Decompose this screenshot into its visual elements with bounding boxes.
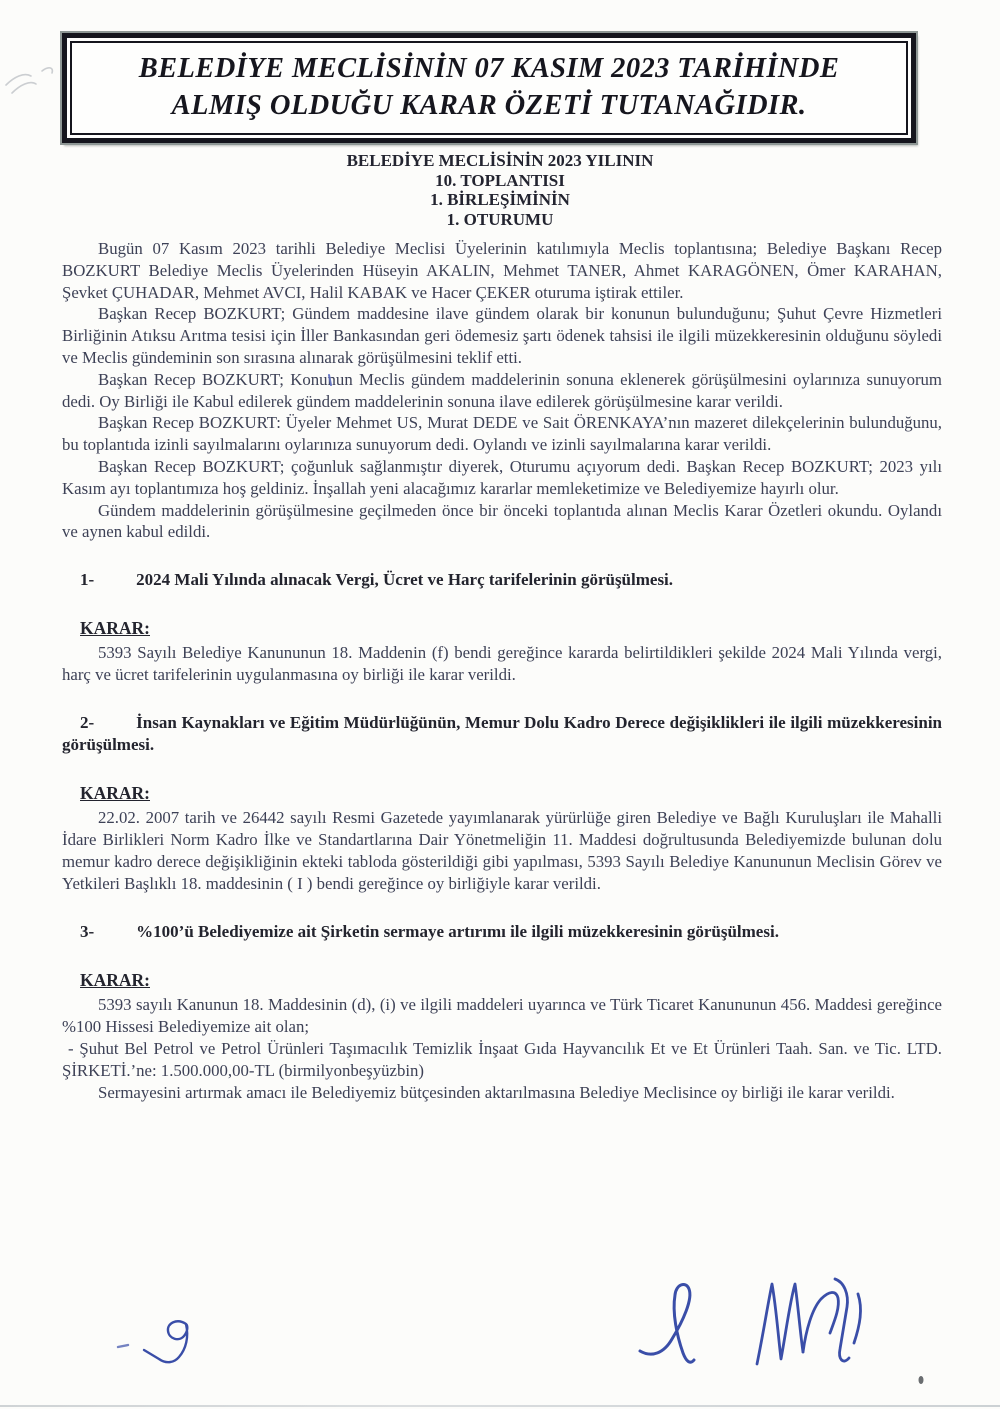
- document-title-line-2: ALMIŞ OLDUĞU KARAR ÖZETİ TUTANAĞIDIR.: [171, 90, 807, 122]
- agenda-item-number: 2-: [80, 713, 95, 733]
- decision-paragraph: 5393 sayılı Kanunun 18. Maddesinin (d), (i) ve ilgili maddeleri uyarınca ve Türk Ticaret Kanununun 456. Maddesi gereğince %100 Hissesi Belediyemize ait olan;: [62, 995, 942, 1037]
- decision-heading: KARAR:: [80, 783, 150, 804]
- title-box-inner: [70, 41, 908, 135]
- agenda-item-title-text: 2024 Mali Yılında alınacak Vergi, Ücret ve Harç tarifelerinin görüşülmesi.: [136, 570, 674, 590]
- decision-paragraph: 22.02. 2007 tarih ve 26442 sayılı Resmi Gazetede yayımlanarak yürürlüğe giren Belediye ve Bağlı Kuruluşları ile Mahalli İdare Birlikleri Norm Kadro İlke ve Standartlarına Dair Yönetmeliğin 11. Maddesi doğrultusunda Belediyemizde bulunan dolu memur kadro derece değişikliğinin ekteki tabloda gösterildiği gibi yapılması, 5393 Sayılı Belediye Kanununun Meclisin Görev ve Yetkileri Başlıklı 18. maddesinin ( I ) bendi gereğince oy birliğiyle karar verildi.: [62, 808, 942, 894]
- title-box: [62, 33, 916, 143]
- document-title-line-1: BELEDİYE MECLİSİNİN 07 KASIM 2023 TARİHİNDE: [138, 53, 840, 84]
- agenda-item-number: 3-: [80, 922, 95, 942]
- paragraph: Başkan Recep BOZKURT; Konunun Meclis gündem maddelerinin sonuna eklenerek görüşülmesini oylarınıza sunuyorum dedi. Oy Birliği ile Kabul edilerek gündem maddelerinin sonuna ilave edilerek görüşülmesine karar verildi.: [62, 369, 942, 411]
- meeting-header-line: 10. TOPLANTISI: [435, 170, 565, 190]
- decision-heading: KARAR:: [80, 618, 150, 639]
- decision-body: [62, 642, 942, 686]
- signature-left-ink: [118, 1321, 187, 1362]
- paragraph: Gündem maddelerinin görüşülmesine geçilmeden önce bir önceki toplantıda alınan Meclis Karar Özetleri okundu. Oylandı ve aynen kabul edildi.: [62, 500, 942, 542]
- paragraph: Başkan Recep BOZKURT; çoğunluk sağlanmıştır diyerek, Oturumu açıyorum dedi. Başkan Recep BOZKURT; 2023 yılı Kasım ayı toplantımıza hoş geldiniz. İnşallah yeni alacağımız kararlar memleketimize ve Belediyemize hayırlı olur.: [62, 457, 942, 498]
- signature-center-ink: [640, 1284, 694, 1362]
- decision-heading: KARAR:: [80, 970, 150, 991]
- meeting-header-line: 1. BİRLEŞİMİNİN: [430, 190, 570, 210]
- meeting-header-line: BELEDİYE MECLİSİNİN 2023 YILININ: [346, 151, 654, 171]
- signature-right-ink: [757, 1279, 861, 1364]
- agenda-item-3: [62, 921, 942, 1104]
- paragraph: Başkan Recep BOZKURT: Üyeler Mehmet US, Murat DEDE ve Sait ÖRENKAYA’nın mazeret dilekçelerinin bulunduğunu, bu toplantıda izinli sayılmalarını oylarınıza sunuyorum dedi. Oylandı ve izinli sayılmalarına karar verildi.: [62, 413, 942, 455]
- agenda-item-2: [62, 712, 942, 895]
- meeting-header: [0, 151, 1000, 229]
- agenda-item-title: [62, 712, 942, 756]
- paragraph: Başkan Recep BOZKURT; Gündem maddesine ilave gündem olarak bir konunun bulunduğunu; Şuhut Çevre Hizmetleri Birliğinin Atıksu Arıtma tesisi için İller Bankasından geri ödemesiz şartı ödenek tahsisi ile ilgili müzekkeresinin olduğunu söyledi ve Meclis gündeminin son sırasına alınarak görüşülmesini teklif etti.: [62, 304, 942, 368]
- agenda-item-title-text: %100’ü Belediyemize ait Şirketin sermaye artırımı ile ilgili müzekkeresinin görüşülmesi.: [136, 922, 779, 942]
- decision-body: [62, 807, 942, 895]
- agenda-items: [62, 569, 942, 1104]
- pencil-scribble: [6, 68, 52, 93]
- agenda-item-title-text: İnsan Kaynakları ve Eğitim Müdürlüğünün, Memur Dolu Kadro Derece değişiklikleri ile ilgili müzekkeresinin görüşülmesi.: [62, 713, 942, 755]
- minutes-body: [62, 238, 942, 543]
- decision-paragraph: - Şuhut Bel Petrol ve Petrol Ürünleri Taşımacılık Temizlik İnşaat Gıda Hayvancılık Et ve Et Ürünleri Taah. San. ve Tic. LTD. ŞİRKETİ.’ne: 1.500.000,00-TL (birmilyonbeşyüzbin): [62, 1039, 942, 1081]
- page-bottom-edge: [0, 1405, 1000, 1407]
- decision-paragraph: 5393 Sayılı Belediye Kanununun 18. Maddenin (f) bendi gereğince kararda belirtildikleri şekilde 2024 Mali Yılında vergi, harç ve ücret tarifelerinin uygulanmasına oy birliği ile karar verildi.: [62, 643, 942, 685]
- decision-paragraph: Sermayesini artırmak amacı ile Belediyemiz bütçesinden aktarılmasına Belediye Meclisince oy birliği ile karar verildi.: [98, 1083, 895, 1103]
- agenda-item-number: 1-: [80, 570, 95, 590]
- paragraph: Bugün 07 Kasım 2023 tarihli Belediye Meclisi Üyelerinin katılımıyla Meclis toplantısına; Belediye Başkanı Recep BOZKURT Belediye Meclis Üyelerinden Hüseyin AKALIN, Mehmet TANER, Ahmet KARAGÖNEN, Ömer KARAHAN, Şevket ÇUHADAR, Mehmet AVCI, Halil KABAK ve Hacer ÇEKER oturuma iştirak ettiler.: [62, 239, 942, 302]
- meeting-header-line: 1. OTURUMU: [446, 209, 554, 229]
- agenda-item-title: [62, 921, 942, 943]
- scanned-document-page: [0, 33, 1000, 1409]
- agenda-item-title: [62, 569, 942, 591]
- scan-speck: [919, 1376, 924, 1384]
- agenda-item-1: [62, 569, 942, 686]
- decision-body: [62, 994, 942, 1104]
